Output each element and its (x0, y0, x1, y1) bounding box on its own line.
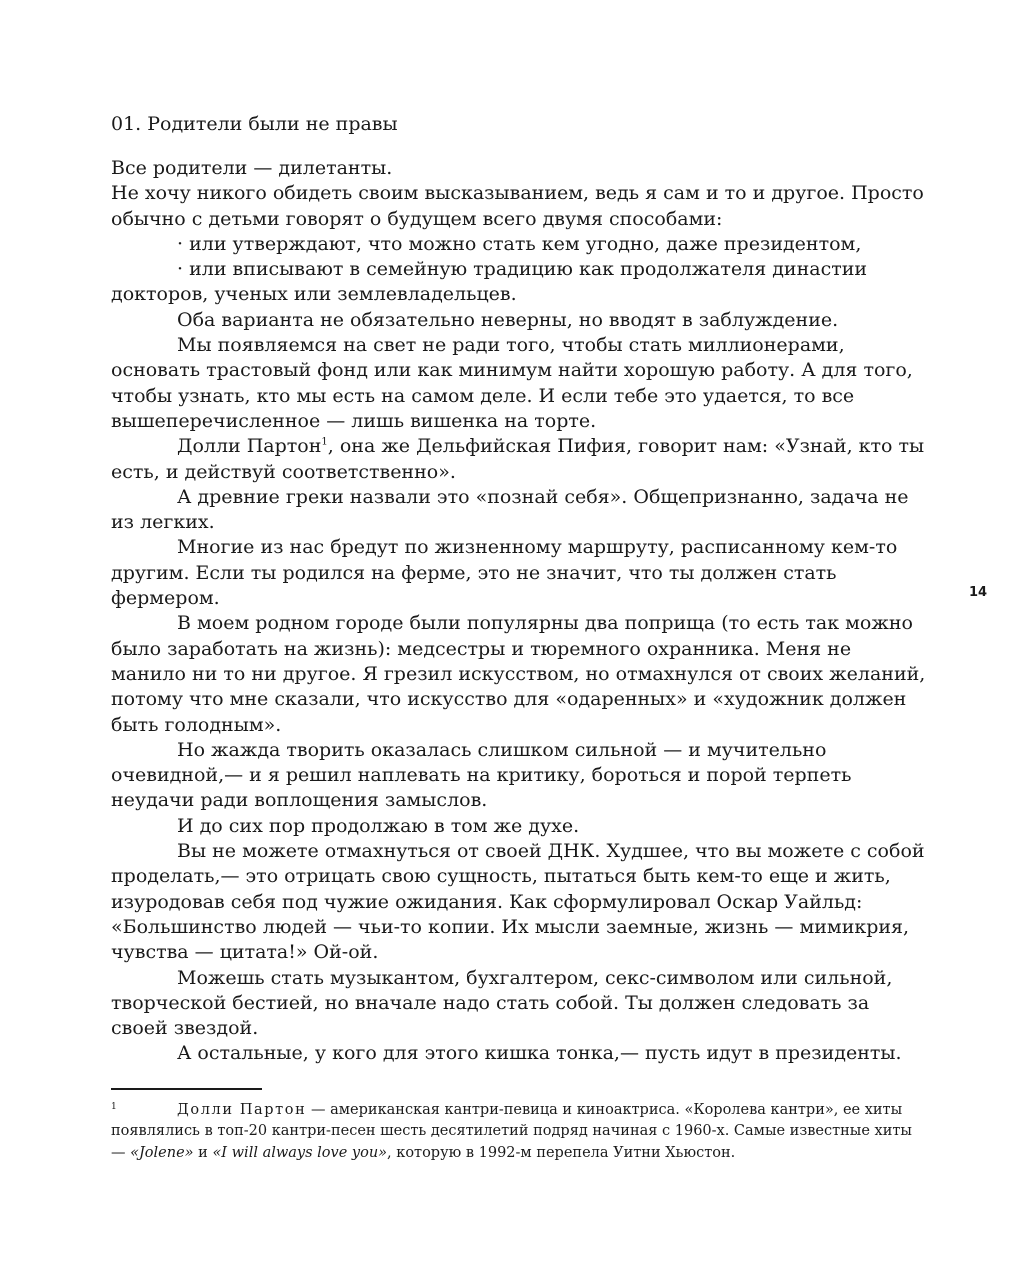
paragraph: Можешь стать музыкантом, бухгалтером, секс-символом или сильной, творческой бестией, но вначале надо стать собой. Ты должен следовать за своей звездой. (111, 966, 893, 1040)
footnote-song: «Jolene» (130, 1144, 194, 1161)
paragraph: Вы не можете отмахнуться от своей ДНК. Худшее, что вы можете с собой проделать,— это отрицать свою сущность, пытаться быть кем-то еще и жить, изуродовав себя под чужие ожидания. Как сформулировал Оскар Уайльд: «Большинство людей — чьи-то копии. Их мысли заемные, жизнь — мимикрия, чувства — цитата!» Ой-ой. (111, 840, 925, 964)
list-item: · или утверждают, что можно стать кем угодно, даже президентом, (177, 232, 862, 255)
page-title: 01. Родители были не правы (111, 113, 398, 135)
footnote-number: 1 (111, 1102, 117, 1112)
footnote-name: Долли Партон (177, 1102, 307, 1118)
paragraph (111, 434, 926, 485)
list-item: · или вписывают в семейную традицию как продолжателя династии докторов, ученых или землевладельцев. (111, 258, 868, 306)
footnote-conjunction: и (193, 1144, 213, 1161)
paragraph: Оба варианта не обязательно неверны, но вводят в заблуждение. (177, 308, 839, 331)
footnote-body: , которую в 1992-м перепела Уитни Хьюстон. (387, 1144, 736, 1161)
footnote-song: «I will always love you» (212, 1144, 388, 1161)
paragraph: Мы появляемся на свет не ради того, чтобы стать миллионерами, основать трастовый фонд или как минимум найти хорошую работу. А для того, чтобы узнать, кто мы есть на самом деле. И если тебе это удается, то все вышеперечисленное — лишь вишенка на торте. (111, 334, 913, 432)
paragraph: Все родители — дилетанты. (111, 157, 393, 179)
paragraph: Многие из нас бредут по жизненному маршруту, расписанному кем-то другим. Если ты родился на ферме, это не значит, что ты должен стать фермером. (111, 536, 898, 610)
footnote-body: — американская кантри-певица и киноактриса. «Королева кантри», ее хиты появлялись в топ-20 кантри-песен шесть десятилетий подряд начиная с 1960-х. Самые известные хиты — (111, 1102, 912, 1161)
paragraph: А древние греки назвали это «познай себя». Общепризнанно, задача не из легких. (111, 485, 909, 534)
paragraph: А остальные, у кого для этого кишка тонка,— пусть идут в президенты. (177, 1042, 902, 1065)
body-text (111, 156, 926, 1067)
footnote-divider (111, 1088, 262, 1090)
paragraph: В моем родном городе были популярны два поприща (то есть так можно было заработать на жизнь): медсестры и тюремного охранника. Меня не манило ни то ни другое. Я грезил искусством, но отмахнулся от своих желаний, потому что мне сказали, что искусство для «одаренных» и «художник должен быть голодным». (111, 612, 926, 736)
footnote-ref[interactable]: 1 (321, 436, 328, 448)
paragraph: Не хочу никого обидеть своим высказыванием, ведь я сам и то и другое. Просто обычно с детьми говорят о будущем всего двумя способами: (111, 182, 924, 230)
page-number: 14 (969, 585, 988, 600)
footnote-anchor-text: Долли Партон (177, 435, 322, 458)
paragraph: И до сих пор продолжаю в том же духе. (177, 814, 580, 837)
footnote (111, 1100, 926, 1164)
paragraph: Но жажда творить оказалась слишком сильной — и мучительно очевидной,— и я решил наплевать на критику, бороться и порой терпеть неудачи ради воплощения замыслов. (111, 738, 852, 812)
paragraph-text: , она же Дельфийская Пифия, говорит нам: «Узнай, кто ты есть, и действуй соответственно». (111, 435, 925, 483)
footnote-text (111, 1100, 926, 1164)
